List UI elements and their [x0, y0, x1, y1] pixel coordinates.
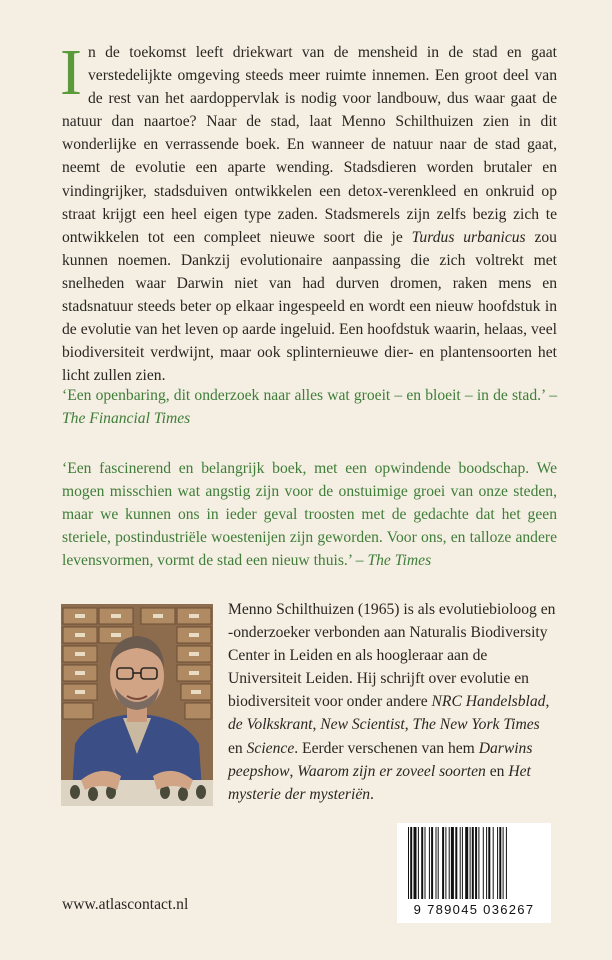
barcode-bar	[462, 827, 463, 899]
quote-2-text: ‘Een fascinerend en belangrijk boek, met een opwindende boodschap. We mogen misschien wat angstig zijn voor de onstuimige groei van onze steden, maar we kunnen ons in ieder geval troosten met de gedachte dat het geen steriele, postindustriële woestenijen zijn geworden. Voor ons, en talloze andere levensvormen, vormt de stad een nieuw thuis.’ –	[62, 460, 557, 570]
author-portrait-image	[61, 604, 213, 806]
bio-title-nyt: The New York Times	[412, 716, 540, 734]
bio-book-waarom: Waarom zijn er zoveel soorten	[297, 762, 486, 780]
barcode-bar	[445, 827, 446, 899]
barcode-bar	[475, 827, 477, 899]
barcode-bar	[449, 827, 450, 899]
bio-sep: ,	[545, 693, 550, 711]
bio-sep: en	[485, 762, 509, 780]
barcode-bar	[493, 827, 494, 899]
barcode-bar	[470, 827, 471, 899]
bio-book-mysterie: Het mysterie der mysteriën	[228, 762, 531, 803]
publisher-website-link[interactable]: www.atlascontact.nl	[62, 896, 189, 913]
barcode-bar	[486, 827, 487, 899]
barcode-bar	[436, 827, 437, 899]
barcode-bar	[421, 827, 423, 899]
author-photo	[61, 604, 213, 806]
barcode-bar	[483, 827, 484, 899]
barcode-bar	[414, 827, 417, 899]
bio-book-darwins-peepshow: Darwins peepshow	[228, 739, 533, 780]
bio-sep: en	[228, 739, 247, 757]
isbn-barcode	[397, 823, 551, 923]
blurb-species-name: Turdus urbanicus	[411, 228, 526, 246]
blurb-text	[60, 36, 557, 387]
review-quote-the-times	[62, 457, 557, 572]
barcode-bar	[451, 827, 454, 899]
bio-sep: ,	[312, 716, 321, 734]
isbn-number: 9 789045 036267	[413, 902, 535, 917]
quote-1-text: ‘Een openbaring, dit onderzoek naar alles wat groeit – en bloeit – in de stad.’ –	[62, 387, 557, 404]
author-bio	[228, 598, 558, 806]
barcode-bar	[460, 827, 461, 899]
bio-sep: ,	[289, 762, 298, 780]
bio-title-science: Science	[246, 739, 295, 757]
barcode-bar	[488, 827, 490, 899]
bio-text: . Eerder verschenen van hem	[294, 739, 479, 757]
barcode-bar	[431, 827, 433, 899]
barcode-bar	[429, 827, 430, 899]
barcode-bar	[499, 827, 501, 899]
bio-end: .	[370, 785, 374, 803]
bio-title-new-scientist: New Scientist	[320, 716, 405, 734]
quote-2-source: The Times	[367, 552, 432, 570]
bio-title-nrc: NRC Handelsblad	[431, 693, 546, 711]
barcode-bar	[506, 827, 507, 899]
barcode-bar	[465, 827, 468, 899]
barcode-bar	[410, 827, 412, 899]
blurb-text-part-2: zou kunnen noemen. Dankzij evolutionaire aanpassing die zich voltrekt met snelheden waar Darwin niet van had durven dromen, raken mens en stadsnatuur steeds beter op elkaar ingespeeld en wordt een nieuw hoofdstuk in de evolutie van het leven op aarde ingeluid. Een hoofdstuk waarin, helaas, veel biodiversiteit verdwijnt, maar ook splinternieuwe dier- en plantensoorten het licht zullen zien.	[62, 228, 557, 385]
bio-text: Menno Schilthuizen (1965) is als evolutiebioloog en -onderzoeker verbonden aan Naturalis Biodiversity Center in Leiden en als hoogleraar aan de Universiteit Leiden. Hij schrijft over evolutie en biodiversiteit voor onder andere	[228, 601, 556, 711]
blurb-paragraph	[60, 36, 557, 387]
quote-1-source: The Financial Times	[62, 410, 191, 428]
bio-sep: ,	[404, 716, 413, 734]
barcode-icon	[404, 827, 544, 901]
barcode-bar	[503, 827, 504, 899]
review-quote-financial-times	[62, 384, 557, 430]
barcode-bar	[455, 827, 457, 899]
barcode-bar	[472, 827, 474, 899]
barcode-bar	[497, 827, 498, 899]
barcode-bar	[442, 827, 444, 899]
blurb-text-part-1: n de toekomst leeft driekwart van de mensheid in de stad en gaat verstedelijkte omgeving steeds meer ruimte innemen. Een groot deel van de rest van het aardoppervlak is nodig voor landbouw, dus waar gaat de natuur dan naartoe? Naar de stad, laat Menno Schilthuizen zien in dit wonderlijke en verrassende boek. En wanneer de natuur naar de stad gaat, neemt de evolutie een aparte wending. Stadsdieren worden brutaler en vindingrijker, stadsduiven ontwikkelen een detox-verenkleed en onkruid op straat krijgt een heel eigen type zaden. Stadsmerels zijn zelfs bezig zich te ontwikkelen tot een compleet nieuwe soort die je	[62, 44, 557, 246]
barcode-bar	[408, 827, 409, 899]
drop-cap: I	[60, 36, 82, 109]
barcode-bar	[438, 827, 439, 899]
barcode-bar	[425, 827, 426, 899]
barcode-bar	[478, 827, 479, 899]
barcode-bar	[418, 827, 419, 899]
bio-title-volkskrant: de Volkskrant	[228, 716, 313, 734]
